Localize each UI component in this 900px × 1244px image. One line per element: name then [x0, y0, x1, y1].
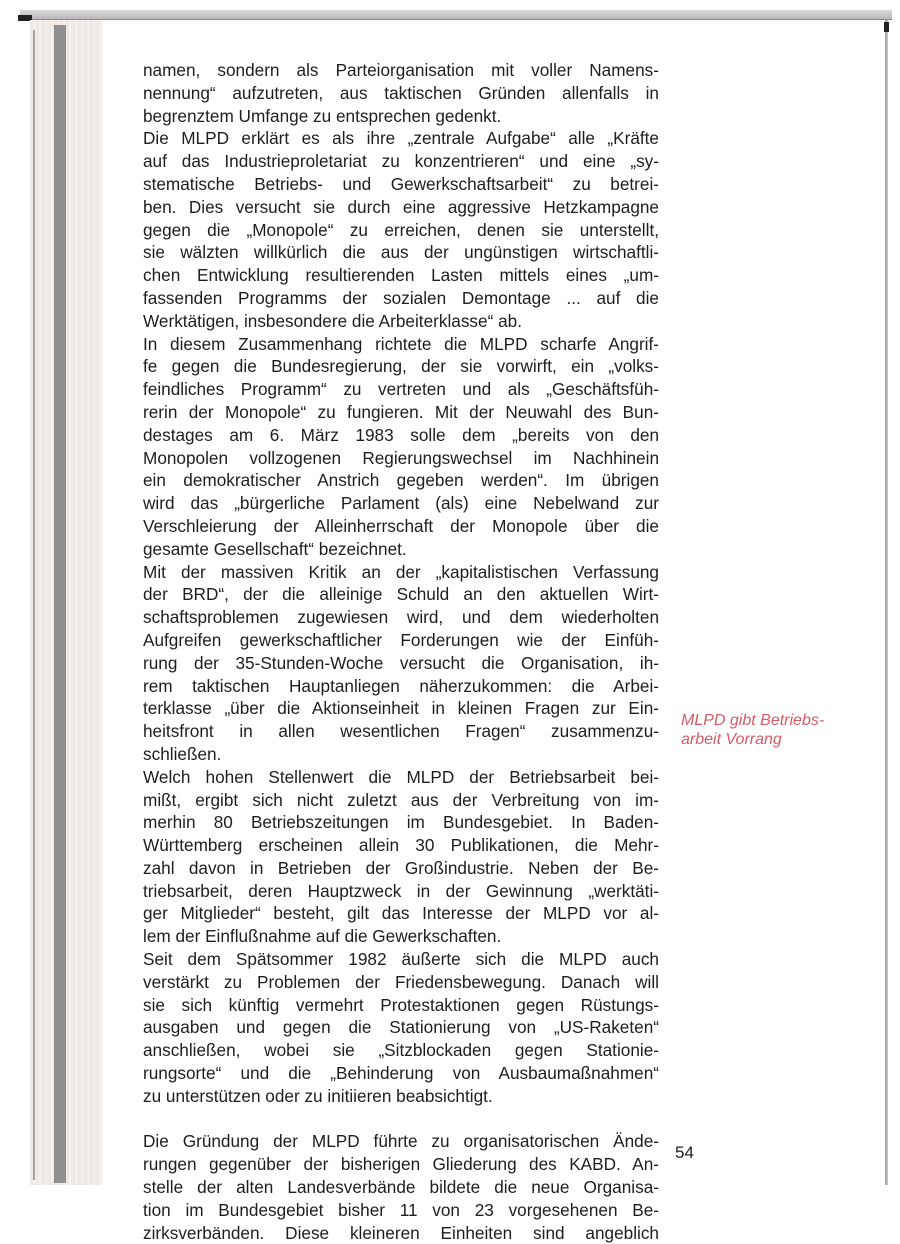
text-line: gegen die „Monopole“ zu erreichen, denen sie unterstellt, [143, 219, 659, 240]
paragraph [143, 333, 659, 561]
text-line: zu unterstützen oder zu initiieren beabsichtigt. [143, 1085, 493, 1106]
text-line: stelle der alten Landesverbände bildete die neue Organisa- [143, 1177, 659, 1198]
text-line: gesamte Gesellschaft“ bezeichnet. [143, 538, 407, 559]
text-line: ben. Dies versucht sie durch eine aggressive Hetzkampagne [143, 196, 659, 217]
text-line: tion im Bundesgebiet bisher 11 von 23 vorgesehenen Be- [143, 1199, 659, 1220]
text-line: Werktätigen, insbesondere die Arbeiterklasse“ ab. [143, 310, 522, 331]
text-line: auf das Industrieproletariat zu konzentrieren“ und eine „sy- [143, 151, 659, 172]
text-line: ausgaben und gegen die Stationierung von „US-Raketen“ [143, 1017, 659, 1038]
text-line: namen, sondern als Parteiorganisation mit voller Namens- [143, 60, 659, 80]
page-number: 54 [675, 1143, 694, 1162]
text-line: schließen. [143, 743, 222, 764]
book-right-edge [885, 20, 888, 1185]
text-line: rungen gegenüber der bisherigen Gliederung des KABD. An- [143, 1154, 659, 1175]
text-line: rerin der Monopole“ zu fungieren. Mit der Neuwahl des Bun- [143, 401, 659, 422]
text-line: Mit der massiven Kritik an der „kapitalistischen Verfassung [143, 561, 659, 582]
text-line: triebsarbeit, deren Hauptzweck in der Gewinnung „werktäti- [143, 880, 659, 901]
text-line: zirksverbänden. Diese kleineren Einheiten sind angeblich [143, 1222, 659, 1243]
paragraph-gap [143, 1108, 659, 1131]
text-line: terklasse „über die Aktionseinheit in kleinen Fragen zur Ein- [143, 698, 659, 719]
text-line: begrenztem Umfange zu entsprechen gedenkt. [143, 105, 502, 126]
text-line: Die MLPD erklärt es als ihre „zentrale Aufgabe“ alle „Kräfte [143, 128, 659, 149]
text-line: ein demokratischer Anstrich gegeben werden“. Im übrigen [143, 470, 659, 491]
text-line: merhin 80 Betriebszeitungen im Bundesgebiet. In Baden- [143, 812, 659, 833]
text-line: zahl davon in Betrieben der Großindustrie. Neben der Be- [143, 857, 659, 878]
margin-note-line: MLPD gibt Betriebs- [681, 712, 825, 729]
paragraph [143, 59, 659, 127]
text-line: fe gegen die Bundesregierung, der sie vorwirft, ein „volks- [143, 356, 659, 377]
text-line: chen Entwicklung resultierenden Lasten mittels eines „um- [143, 265, 659, 286]
text-line: mißt, ergibt sich nicht zuletzt aus der Verbreitung von im- [143, 789, 659, 810]
text-line: rung der 35-Stunden-Woche versucht die Organisation, ih- [143, 652, 659, 673]
text-line: feindliches Programm“ zu vertreten und als „Geschäftsfüh- [143, 379, 659, 400]
text-line: In diesem Zusammenhang richtete die MLPD scharfe Angrif- [143, 333, 659, 354]
text-line: anschließen, wobei sie „Sitzblockaden gegen Stationie- [143, 1040, 659, 1061]
text-line: verstärkt zu Problemen der Friedensbewegung. Danach will [143, 971, 659, 992]
text-line: wird das „bürgerliche Parlament (als) eine Nebelwand zur [143, 493, 659, 514]
book-page-stack [30, 20, 102, 1185]
paragraph [143, 1130, 659, 1244]
text-line: stematische Betriebs- und Gewerkschaftsarbeit“ zu betrei- [143, 173, 659, 194]
text-line: Welch hohen Stellenwert die MLPD der Betriebsarbeit bei- [143, 766, 659, 787]
text-line: fassenden Programms der sozialen Demontage ... auf die [143, 287, 659, 308]
text-line: rem taktischen Hauptanliegen näherzukommen: die Arbei- [143, 675, 659, 696]
text-line: Aufgreifen gewerkschaftlicher Forderungen wie der Einfüh- [143, 629, 659, 650]
text-line: destages am 6. März 1983 solle dem „bereits von den [143, 424, 659, 445]
text-line: rungsorte“ und die „Behinderung von Ausbaumaßnahmen“ [143, 1063, 659, 1084]
page-stack-edge-line [33, 30, 35, 1180]
margin-note-line: arbeit Vorrang [681, 731, 782, 748]
paragraph [143, 561, 659, 766]
text-line: lem der Einflußnahme auf die Gewerkschaften. [143, 926, 502, 947]
text-line: der BRD“, der die alleinige Schuld an den aktuellen Wirt- [143, 584, 659, 605]
text-line: ger Mitglieder“ besteht, gilt das Interesse der MLPD vor al- [143, 903, 659, 924]
paragraph [143, 127, 659, 332]
text-line: sie wälzten willkürlich die aus der ungünstigen wirtschaftli- [143, 242, 659, 263]
text-line: Seit dem Spätsommer 1982 äußerte sich die MLPD auch [143, 949, 659, 970]
paragraph [143, 766, 659, 948]
text-line: heitsfront in allen wesentlichen Fragen“ zusammenzu- [143, 721, 659, 742]
text-line: Verschleierung der Alleinherrschaft der Monopole über die [143, 515, 659, 536]
margin-note [681, 711, 824, 749]
text-line: Monopolen vollzogenen Regierungswechsel im Nachhinein [143, 447, 659, 468]
text-line: nennung“ aufzutreten, aus taktischen Gründen allenfalls in [143, 82, 659, 103]
text-line: sie sich künftig vermehrt Protestaktionen gegen Rüstungs- [143, 994, 659, 1015]
text-line: Die Gründung der MLPD führte zu organisatorischen Ände- [143, 1131, 659, 1152]
book-top-edge [20, 10, 892, 20]
text-line: schaftsproblemen zugewiesen wird, und dem wiederholten [143, 607, 659, 628]
paragraph [143, 948, 659, 1108]
book-right-corner-shadow [884, 22, 889, 32]
body-text-column [143, 59, 659, 1244]
text-line: Württemberg erscheinen allein 30 Publikationen, die Mehr- [143, 835, 659, 856]
page-stack-shadow-stripe [54, 25, 66, 1183]
